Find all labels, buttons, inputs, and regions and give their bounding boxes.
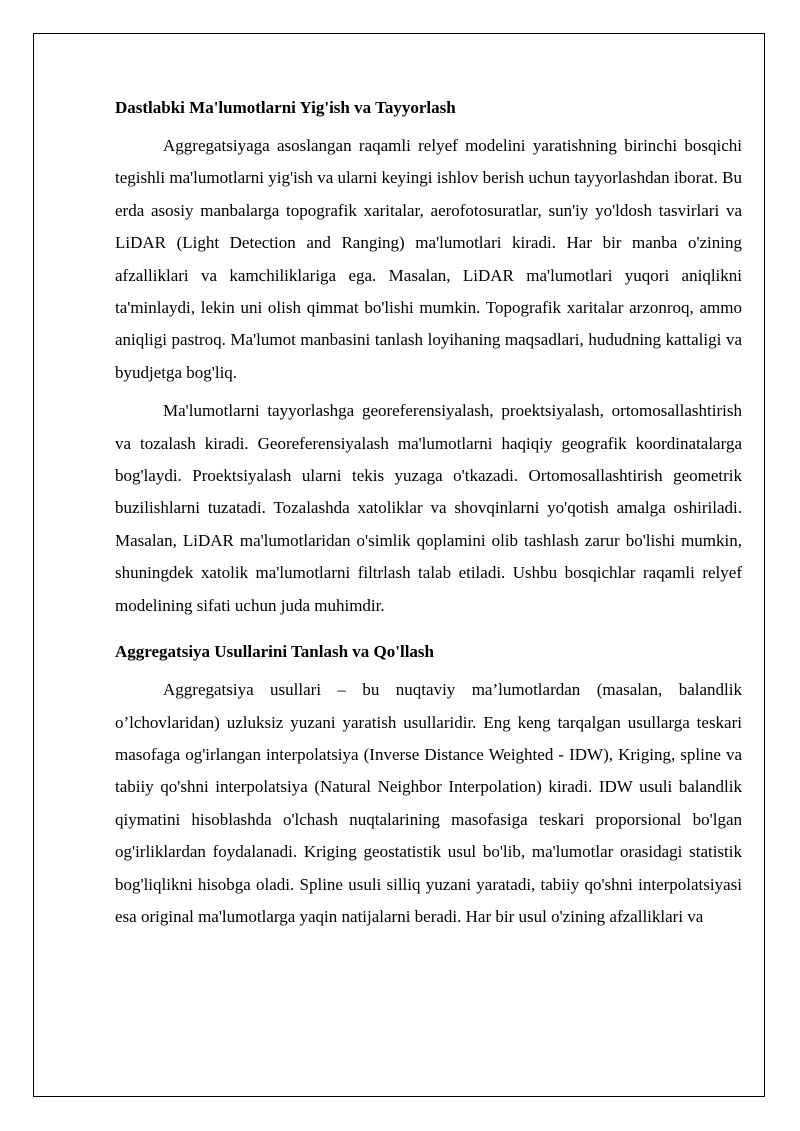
section-heading-aggregation-methods: Aggregatsiya Usullarini Tanlash va Qo'llash	[115, 642, 434, 662]
paragraph-aggregation-methods: Aggregatsiya usullari – bu nuqtaviy ma’lumotlardan (masalan, balandlik o’lchovlaridan) uzluksiz yuzani yaratish usullaridir. Eng keng tarqalgan usullarga teskari masofaga og'irlangan interpolatsiya (Inverse Distance Weighted - IDW), Kriging, spline va tabiiy qo'shni interpolatsiya (Natural Neighbor Interpolation) kiradi. IDW usuli balandlik qiymatini hisoblashda o'lchash nuqtalarining masofasiga teskari proporsional bo'lgan og'irliklardan foydalanadi. Kriging geostatistik usul bo'lib, ma'lumotlar orasidagi statistik bog'liqlikni hisobga oladi. Spline usuli silliq yuzani yaratadi, tabiiy qo'shni interpolatsiyasi esa original ma'lumotlarga yaqin natijalarni beradi. Har bir usul o'zining afzalliklari va	[115, 680, 742, 926]
section-heading-data-collection: Dastlabki Ma'lumotlarni Yig'ish va Tayyorlash	[115, 98, 456, 117]
document-body	[115, 92, 742, 933]
paragraph-data-preparation: Ma'lumotlarni tayyorlashga georeferensiyalash, proektsiyalash, ortomosallashtirish va tozalash kiradi. Georeferensiyalash ma'lumotlarni haqiqiy geografik koordinatalarga bog'laydi. Proektsiyalash ularni tekis yuzaga o'tkazadi. Ortomosallashtirish geometrik buzilishlarni tuzatadi. Tozalashda xatoliklar va shovqinlarni yo'qotish amalga oshiriladi. Masalan, LiDAR ma'lumotlaridan o'simlik qoplamini olib tashlash zarur bo'lishi mumkin, shuningdek xatolik ma'lumotlarni filtrlash talab etiladi. Ushbu bosqichlar raqamli relyef modelining sifati uchun juda muhimdir.	[115, 401, 742, 615]
paragraph-data-sources: Aggregatsiyaga asoslangan raqamli relyef modelini yaratishning birinchi bosqichi tegishli ma'lumotlarni yig'ish va ularni keyingi ishlov berish uchun tayyorlashdan iborat. Bu erda asosiy manbalarga topografik xaritalar, aerofotosuratlar, sun'iy yo'ldosh tasvirlari va LiDAR (Light Detection and Ranging) ma'lumotlari kiradi. Har bir manba o'zining afzalliklari va kamchiliklariga ega. Masalan, LiDAR ma'lumotlari yuqori aniqlikni ta'minlaydi, lekin uni olish qimmat bo'lishi mumkin. Topografik xaritalar arzonroq, ammo aniqligi pastroq. Ma'lumot manbasini tanlash loyihaning maqsadlari, hududning kattaligi va byudjetga bog'liq.	[115, 136, 742, 382]
